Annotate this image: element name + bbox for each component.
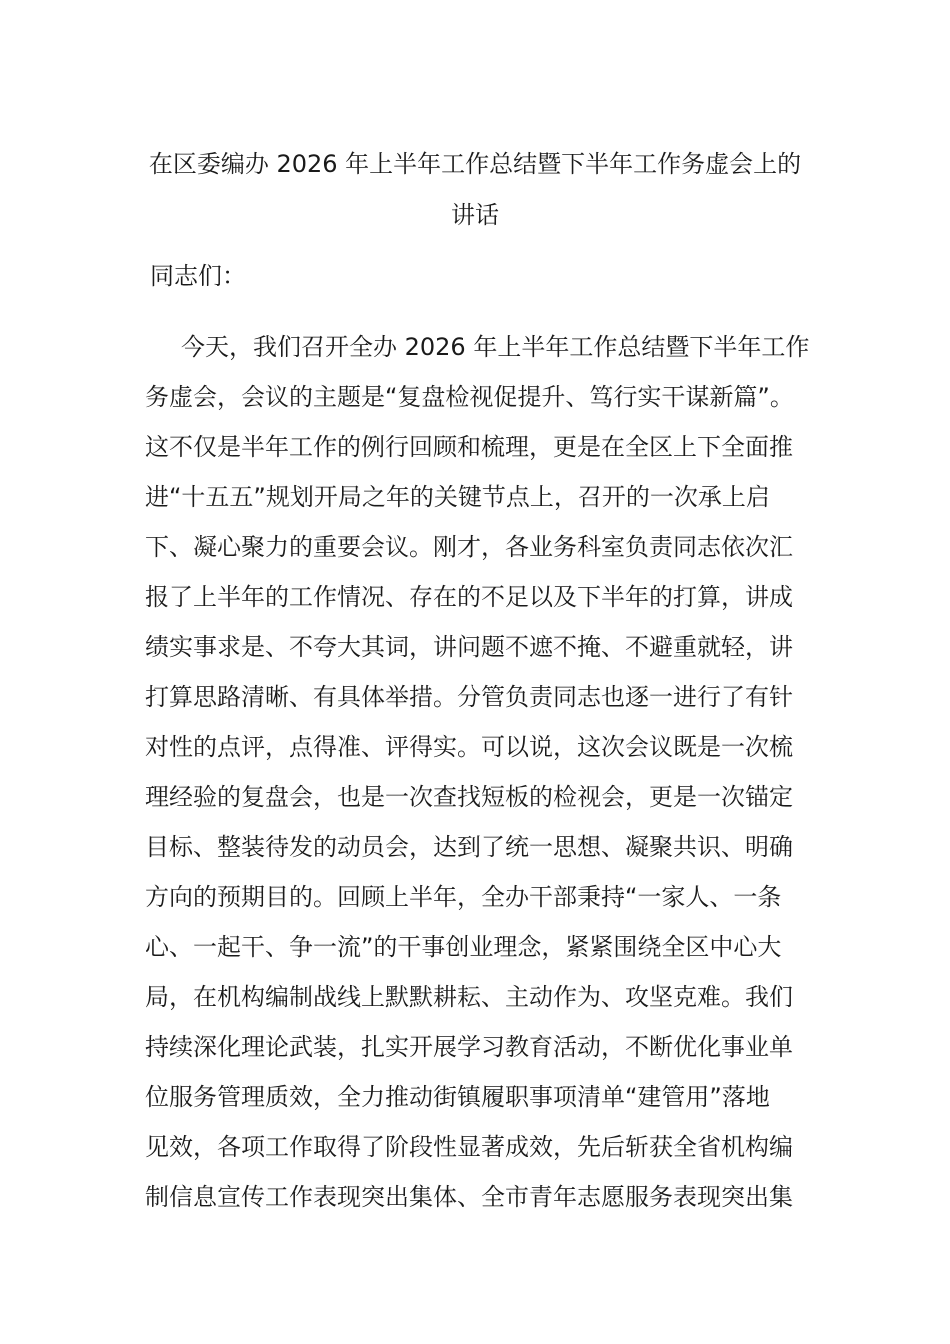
paragraph-line: 制信息宣传工作表现突出集体、全市青年志愿服务表现突出集 [145,1183,793,1211]
paragraph-line: 下、凝心聚力的重要会议。刚才，各业务科室负责同志依次汇 [145,533,793,561]
paragraph-line: 报了上半年的工作情况、存在的不足以及下半年的打算，讲成 [145,583,793,611]
paragraph-line: 务虚会，会议的主题是“复盘检视促提升、笃行实干谋新篇”。 [145,383,794,411]
paragraph-line: 局，在机构编制战线上默默耕耘、主动作为、攻坚克难。我们 [145,983,793,1011]
paragraph-line: 见效，各项工作取得了阶段性显著成效，先后斩获全省机构编 [145,1133,793,1161]
paragraph-line: 方向的预期目的。回顾上半年，全办干部秉持“一家人、一条 [145,883,782,911]
paragraph-line: 对性的点评，点得准、评得实。可以说，这次会议既是一次梳 [145,733,793,761]
paragraph-line: 持续深化理论武装，扎实开展学习教育活动，不断优化事业单 [145,1033,793,1061]
document-title-line-1: 在区委编办 2026 年上半年工作总结暨下半年工作务虚会上的 [148,150,802,178]
paragraph-line: 这不仅是半年工作的例行回顾和梳理，更是在全区上下全面推 [145,433,793,461]
paragraph-line: 理经验的复盘会，也是一次查找短板的检视会，更是一次锚定 [145,783,793,811]
paragraph-line: 绩实事求是、不夸大其词，讲问题不遮不掩、不避重就轻，讲 [145,633,793,661]
paragraph-line: 打算思路清晰、有具体举措。分管负责同志也逐一进行了有针 [145,683,793,711]
greeting: 同志们： [150,262,246,290]
document-title-line-2: 讲话 [451,201,499,229]
paragraph-line: 位服务管理质效，全力推动街镇履职事项清单“建管用”落地 [145,1083,770,1111]
paragraph-line: 心、一起干、争一流”的干事创业理念，紧紧围绕全区中心大 [145,933,782,961]
paragraph-line: 目标、整装待发的动员会，达到了统一思想、凝聚共识、明确 [145,833,793,861]
body-paragraph [145,322,810,1222]
paragraph-line: 今天，我们召开全办 2026 年上半年工作总结暨下半年工作 [181,333,810,361]
paragraph-line: 进“十五五”规划开局之年的关键节点上，召开的一次承上启 [145,483,770,511]
